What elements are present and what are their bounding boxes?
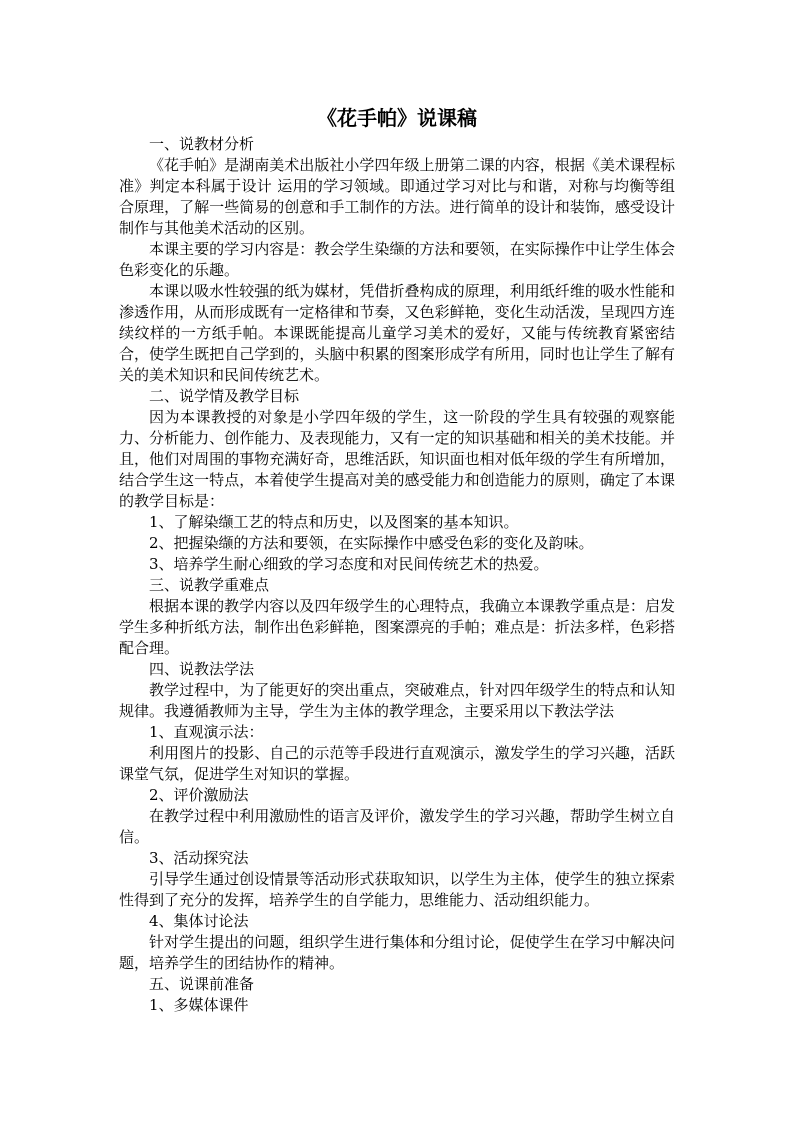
paragraph: 《花手帕》是湖南美术出版社小学四年级上册第二课的内容，根据《美术课程标准》判定本科属于设计 运用的学习领域。即通过学习对比与和谐，对称与均衡等组合原理，了解一些简易的创意和手工制作的方法。进行简单的设计和装饰，感受设计制作与其他美术活动的区别。 (119, 156, 675, 237)
section-heading-2: 二、说学情及教学目标 (149, 387, 300, 405)
document-title: 《花手帕》说课稿 (317, 106, 477, 130)
paragraph: 根据本课的教学内容以及四年级学生的心理特点，我确立本课教学重点是：启发学生多种折纸方法，制作出色彩鲜艳，图案漂亮的手帕；难点是：折法多样，色彩搭配合理。 (119, 597, 675, 657)
section-heading-3: 三、说教学重难点 (149, 576, 270, 594)
paragraph: 本课主要的学习内容是：教会学生染缬的方法和要领，在实际操作中让学生体会色彩变化的乐趣。 (119, 240, 675, 279)
paragraph: 引导学生通过创设情景等活动形式获取知识，以学生为主体，使学生的独立探索性得到了充分的发挥，培养学生的自学能力，思维能力、活动组织能力。 (119, 870, 675, 909)
paragraph: 因为本课教授的对象是小学四年级的学生，这一阶段的学生具有较强的观察能力、分析能力、创作能力、及表现能力，又有一定的知识基础和相关的美术技能。并且，他们对周围的事物充满好奇，思维活跃，知识面也相对低年级的学生有所增加，结合学生这一特点，本着使学生提高对美的感受能力和创造能力的原则，确定了本课的教学目标是： (119, 408, 675, 510)
subheading: 1、直观演示法： (149, 723, 264, 741)
list-item: 2、把握染缬的方法和要领，在实际操作中感受色彩的变化及韵味。 (149, 534, 594, 552)
paragraph: 本课以吸水性较强的纸为媒材，凭借折叠构成的原理，利用纸纤维的吸水性能和渗透作用，从而形成既有一定格律和节奏，又色彩鲜艳，变化生动活泼，呈现四方连续纹样的一方纸手帕。本课既能提高儿童学习美术的爱好，又能与传统教育紧密结合，使学生既把自己学到的，头脑中积累的图案形成学有所用，同时也让学生了解有关的美术知识和民间传统艺术。 (119, 282, 675, 384)
paragraph: 教学过程中，为了能更好的突出重点，突破难点，针对四年级学生的特点和认知规律。我遵循教师为主导，学生为主体的教学理念，主要采用以下教法学法 (119, 681, 675, 720)
section-heading-5: 五、说课前准备 (149, 975, 255, 993)
paragraph: 针对学生提出的问题，组织学生进行集体和分组讨论，促使学生在学习中解决问题，培养学生的团结协作的精神。 (119, 933, 675, 972)
paragraph: 在教学过程中利用激励性的语言及评价，激发学生的学习兴趣，帮助学生树立自信。 (119, 807, 675, 846)
paragraph: 利用图片的投影、自己的示范等手段进行直观演示，激发学生的学习兴趣，活跃课堂气氛，促进学生对知识的掌握。 (119, 744, 675, 783)
document-page (119, 103, 675, 1016)
list-item: 3、培养学生耐心细致的学习态度和对民间传统艺术的热爱。 (149, 555, 549, 573)
subheading: 2、评价激励法 (149, 786, 249, 804)
section-heading-1: 一、说教材分析 (149, 135, 255, 153)
list-item: 1、多媒体课件 (149, 996, 249, 1014)
subheading: 3、活动探究法 (149, 849, 249, 867)
subheading: 4、集体讨论法 (149, 912, 249, 930)
section-heading-4: 四、说教法学法 (149, 660, 255, 678)
list-item: 1、了解染缬工艺的特点和历史，以及图案的基本知识。 (149, 513, 519, 531)
